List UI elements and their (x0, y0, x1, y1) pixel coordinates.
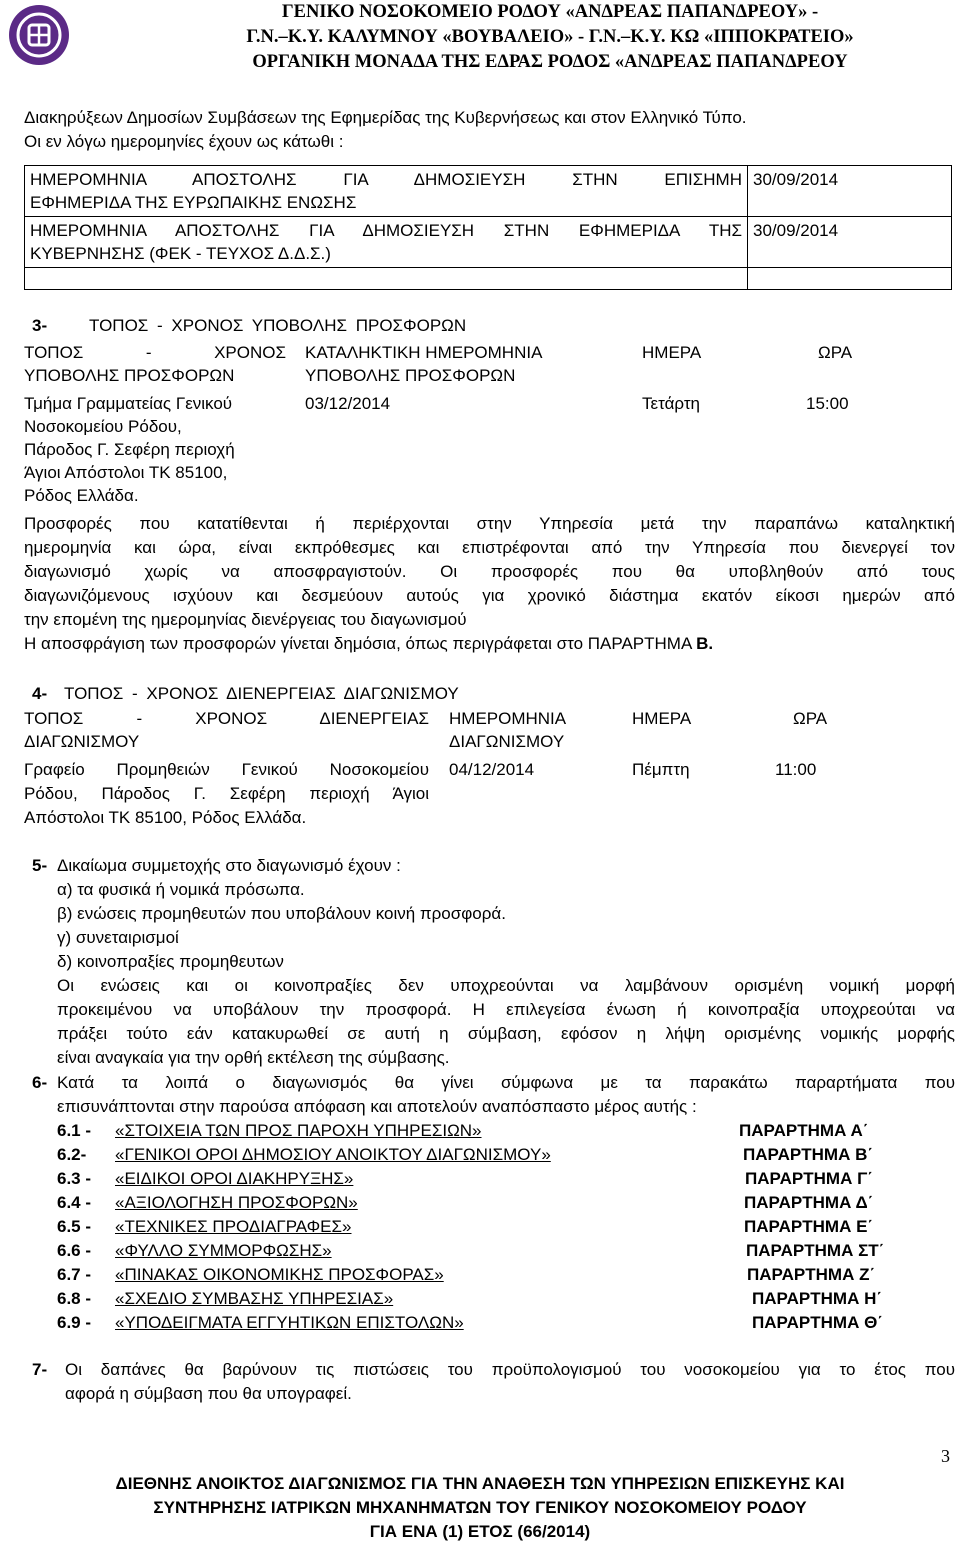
row2-label-b: ΚΥΒΕΡΝΗΣΗΣ (ΦΕΚ - ΤΕΥΧΟΣ Δ.Δ.Σ.) (30, 244, 331, 263)
annex-num: 6.2- (57, 1145, 87, 1164)
annex-num: 6.3 - (57, 1169, 92, 1188)
annex-num: 6.8 - (57, 1289, 92, 1308)
s3-col1-header-a: ΤΟΠΟΣ - ΧΡΟΝΟΣ (24, 343, 286, 362)
section3-title: ΤΟΠΟΣ - ΧΡΟΝΟΣ ΥΠΟΒΟΛΗΣ ΠΡΟΣΦΟΡΩΝ (89, 316, 467, 335)
row1-value: 30/09/2014 (748, 166, 952, 217)
s3-para-line-2: ημερομηνία και ώρα, είναι εκπρόθεσμες και επιστρέφονται από την Υπηρεσία που διενεργεί τον (24, 538, 955, 557)
s5-para-line-2: προκειμένου να υποβάλουν την προσφορά. Η επιλεγείσα ένωση ή κοινοπραξία υποχρεούται να (57, 1000, 955, 1019)
s5-item-b: β) ενώσεις προμηθευτών που υποβάλουν κοινή προσφορά. (57, 904, 506, 923)
s3-para-line-3: διαγωνισμό χωρίς να αποσφραγιστούν. Οι προσφορές που θα υποβληθούν από τους (24, 562, 955, 581)
s4-place-line-1: Γραφείο Προμηθειών Γενικού Νοσοκομείου (24, 760, 429, 779)
s4-day: Πέμπτη (632, 760, 690, 779)
section5-title: Δικαίωμα συμμετοχής στο διαγωνισμό έχουν : (57, 856, 401, 875)
hospital-logo-icon (8, 4, 70, 66)
intro-line-1: Διακηρύξεων Δημοσίων Συμβάσεων της Εφημερίδας της Κυβερνήσεως και στον Ελληνικό Τύπο. (24, 108, 747, 127)
table-row-empty (25, 268, 952, 290)
publication-dates-table (24, 165, 952, 290)
annex-ref: ΠΑΡΑΡΤΗΜΑ Ε΄ (744, 1217, 874, 1236)
footer-line-2: ΣΥΝΤΗΡΗΣΗΣ ΙΑΤΡΙΚΩΝ ΜΗΧΑΝΗΜΑΤΩΝ ΤΟΥ ΓΕΝΙΚΟΥ ΝΟΣΟΚΟΜΕΙΟΥ ΡΟΔΟΥ (153, 1498, 807, 1517)
section5-number: 5- (32, 856, 48, 875)
s6-line-1: Κατά τα λοιπά ο διαγωνισμός θα γίνει σύμφωνα με τα παρακάτω παραρτήματα που (57, 1073, 955, 1092)
s3-col2-header-a: ΚΑΤΑΛΗΚΤΙΚΗ ΗΜΕΡΟΜΗΝΙΑ (305, 343, 543, 362)
s3-time: 15:00 (806, 394, 849, 413)
intro-line-2: Οι εν λόγω ημερομηνίες έχουν ως κάτωθι : (24, 132, 344, 151)
s3-date: 03/12/2014 (305, 394, 391, 413)
s3-place-line-4: Άγιοι Απόστολοι ΤΚ 85100, (24, 463, 228, 482)
section4-title: ΤΟΠΟΣ - ΧΡΟΝΟΣ ΔΙΕΝΕΡΓΕΙΑΣ ΔΙΑΓΩΝΙΣΜΟΥ (64, 684, 459, 703)
s3-day: Τετάρτη (642, 394, 700, 413)
annex-title: «ΥΠΟΔΕΙΓΜΑΤΑ ΕΓΓΥΗΤΙΚΩΝ ΕΠΙΣΤΟΛΩΝ» (115, 1313, 464, 1332)
annex-title: «ΤΕΧΝΙΚΕΣ ΠΡΟΔΙΑΓΡΑΦΕΣ» (115, 1217, 352, 1236)
s3-col3-header: ΗΜΕΡΑ (642, 343, 702, 362)
footer-line-3: ΓΙΑ ΕΝΑ (1) ΕΤΟΣ (66/2014) (369, 1522, 591, 1541)
annex-ref: ΠΑΡΑΡΤΗΜΑ Γ΄ (745, 1169, 873, 1188)
s5-para-line-4: είναι αναγκαία για την ορθή εκτέλεση της σύμβασης. (57, 1048, 450, 1067)
s3-place-line-5: Ρόδος Ελλάδα. (24, 486, 139, 505)
s3-para-line-4: διαγωνιζόμενους ισχύουν και δεσμεύουν αυτούς για χρονικό διάστημα εκατόν είκοσι ημερών από (24, 586, 955, 605)
annex-title: «ΠΙΝΑΚΑΣ ΟΙΚΟΝΟΜΙΚΗΣ ΠΡΟΣΦΟΡΑΣ» (115, 1265, 444, 1284)
section6-number: 6- (32, 1073, 48, 1092)
s3-para-line-5: την επομένη της ημερομηνίας διενέργειας του διαγωνισμού (24, 610, 467, 629)
s3-col1-header-b: ΥΠΟΒΟΛΗΣ ΠΡΟΣΦΟΡΩΝ (24, 366, 235, 385)
document-header (140, 0, 960, 75)
s6-line-2: επισυνάπτονται στην παρούσα απόφαση και αποτελούν αναπόσπαστο μέρος αυτής : (57, 1097, 697, 1116)
page-number: 3 (941, 1446, 950, 1466)
s3-opening-line (24, 632, 713, 655)
s3-opening-ref: Β. (696, 634, 714, 653)
s4-place-line-3: Απόστολοι ΤΚ 85100, Ρόδος Ελλάδα. (24, 808, 307, 827)
section3-number: 3- (32, 316, 48, 335)
header-line-2: Γ.Ν.–Κ.Υ. ΚΑΛΥΜΝΟΥ «ΒΟΥΒΑΛΕΙΟ» - Γ.Ν.–Κ.Υ. ΚΩ «ΙΠΠΟΚΡΑΤΕΙΟ» (246, 27, 854, 47)
section4-number: 4- (32, 684, 48, 703)
annex-ref: ΠΑΡΑΡΤΗΜΑ Ζ΄ (747, 1265, 876, 1284)
s3-opening-text: Η αποσφράγιση των προσφορών γίνεται δημόσια, όπως περιγράφεται στο ΠΑΡΑΡΤΗΜΑ (24, 634, 692, 653)
s3-para-line-1: Προσφορές που κατατίθενται ή περιέρχονται στην Υπηρεσία μετά την παραπάνω καταληκτική (24, 514, 955, 533)
table-row (25, 217, 952, 268)
annex-title: «ΑΞΙΟΛΟΓΗΣΗ ΠΡΟΣΦΟΡΩΝ» (115, 1193, 358, 1212)
s4-place-line-2: Ρόδου, Πάροδος Γ. Σεφέρη περιοχή Άγιοι (24, 784, 429, 803)
s5-item-d: δ) κοινοπραξίες προμηθευτων (57, 952, 284, 971)
s5-item-a: α) τα φυσικά ή νομικά πρόσωπα. (57, 880, 305, 899)
annex-num: 6.7 - (57, 1265, 92, 1284)
annex-ref: ΠΑΡΑΡΤΗΜΑ Η΄ (752, 1289, 883, 1308)
annex-ref: ΠΑΡΑΡΤΗΜΑ Θ΄ (752, 1313, 883, 1332)
row1-label-b: ΕΦΗΜΕΡΙΔΑ ΤΗΣ ΕΥΡΩΠΑΙΚΗΣ ΕΝΩΣΗΣ (30, 193, 357, 212)
annex-num: 6.4 - (57, 1193, 92, 1212)
annex-ref: ΠΑΡΑΡΤΗΜΑ ΣΤ΄ (746, 1241, 885, 1260)
s4-col1-header-b: ΔΙΑΓΩΝΙΣΜΟΥ (24, 732, 140, 751)
header-line-1: ΓΕΝΙΚΟ ΝΟΣΟΚΟΜΕΙΟ ΡΟΔΟΥ «ΑΝΔΡΕΑΣ ΠΑΠΑΝΔΡΕΟΥ» - (281, 2, 819, 22)
s3-place-line-2: Νοσοκομείου Ρόδου, (24, 417, 182, 436)
annex-title: «ΕΙΔΙΚΟΙ ΟΡΟΙ ΔΙΑΚΗΡΥΞΗΣ» (115, 1169, 354, 1188)
row2-label-a: ΗΜΕΡΟΜΗΝΙΑ ΑΠΟΣΤΟΛΗΣ ΓΙΑ ΔΗΜΟΣΙΕΥΣΗ ΣΤΗΝ ΕΦΗΜΕΡΙΔΑ ΤΗΣ (30, 221, 742, 240)
annex-ref: ΠΑΡΑΡΤΗΜΑ Β΄ (743, 1145, 874, 1164)
s4-col2-header-a: ΗΜΕΡΟΜΗΝΙΑ (449, 709, 567, 728)
s7-line-2: αφορά η σύμβαση που θα υπογραφεί. (65, 1384, 352, 1403)
s4-col4-header: ΩΡΑ (793, 709, 828, 728)
s4-time: 11:00 (775, 760, 817, 779)
table-row (25, 166, 952, 217)
annex-num: 6.6 - (57, 1241, 92, 1260)
s5-para-line-1: Οι ενώσεις και οι κοινοπραξίες δεν υποχρεούνται να λαμβάνουν ορισμένη νομική μορφή (57, 976, 955, 995)
row1-label-a: ΗΜΕΡΟΜΗΝΙΑ ΑΠΟΣΤΟΛΗΣ ΓΙΑ ΔΗΜΟΣΙΕΥΣΗ ΣΤΗΝ ΕΠΙΣΗΜΗ (30, 170, 742, 189)
header-line-3: ΟΡΓΑΝΙΚΗ ΜΟΝΑΔΑ ΤΗΣ ΕΔΡΑΣ ΡΟΔΟΣ «ΑΝΔΡΕΑΣ ΠΑΠΑΝΔΡΕΟΥ (252, 52, 848, 72)
s3-col2-header-b: ΥΠΟΒΟΛΗΣ ΠΡΟΣΦΟΡΩΝ (305, 366, 516, 385)
annex-title: «ΣΤΟΙΧΕΙΑ ΤΩΝ ΠΡΟΣ ΠΑΡΟΧΗ ΥΠΗΡΕΣΙΩΝ» (115, 1121, 482, 1140)
annex-title: «ΦΥΛΛΟ ΣΥΜΜΟΡΦΩΣΗΣ» (115, 1241, 332, 1260)
annex-title: «ΓΕΝΙΚΟΙ ΟΡΟΙ ΔΗΜΟΣΙΟΥ ΑΝΟΙΚΤΟΥ ΔΙΑΓΩΝΙΣΜΟΥ» (115, 1145, 551, 1164)
s4-col3-header: ΗΜΕΡΑ (632, 709, 692, 728)
annex-title: «ΣΧΕΔΙΟ ΣΥΜΒΑΣΗΣ ΥΠΗΡΕΣΙΑΣ» (115, 1289, 394, 1308)
footer-line-1: ΔΙΕΘΝΗΣ ΑΝΟΙΚΤΟΣ ΔΙΑΓΩΝΙΣΜΟΣ ΓΙΑ ΤΗΝ ΑΝΑΘΕΣΗ ΤΩΝ ΥΠΗΡΕΣΙΩΝ ΕΠΙΣΚΕΥΗΣ ΚΑΙ (115, 1474, 845, 1493)
annex-num: 6.1 - (57, 1121, 92, 1140)
s5-para-line-3: πράξει τούτο εάν κατακυρωθεί σε αυτή η σύμβαση, εφόσον η λήψη ορισμένης νομικής μορφής (57, 1024, 955, 1043)
s4-col2-header-b: ΔΙΑΓΩΝΙΣΜΟΥ (449, 732, 565, 751)
annex-num: 6.5 - (57, 1217, 92, 1236)
s4-date: 04/12/2014 (449, 760, 535, 779)
s7-line-1: Οι δαπάνες θα βαρύνουν τις πιστώσεις του προϋπολογισμού του νοσοκομείου για το έτος που (65, 1360, 955, 1379)
annex-ref: ΠΑΡΑΡΤΗΜΑ Δ΄ (744, 1193, 874, 1212)
section7-number: 7- (32, 1360, 48, 1379)
annex-num: 6.9 - (57, 1313, 92, 1332)
s3-place-line-3: Πάροδος Γ. Σεφέρη περιοχή (24, 440, 235, 459)
s5-item-c: γ) συνεταιρισμοί (57, 928, 179, 947)
s4-col1-header-a: ΤΟΠΟΣ - ΧΡΟΝΟΣ ΔΙΕΝΕΡΓΕΙΑΣ (24, 709, 429, 728)
s3-col4-header: ΩΡΑ (818, 343, 853, 362)
row2-value: 30/09/2014 (748, 217, 952, 268)
annex-ref: ΠΑΡΑΡΤΗΜΑ Α΄ (739, 1121, 869, 1140)
s3-place-line-1: Τμήμα Γραμματείας Γενικού (24, 394, 233, 413)
